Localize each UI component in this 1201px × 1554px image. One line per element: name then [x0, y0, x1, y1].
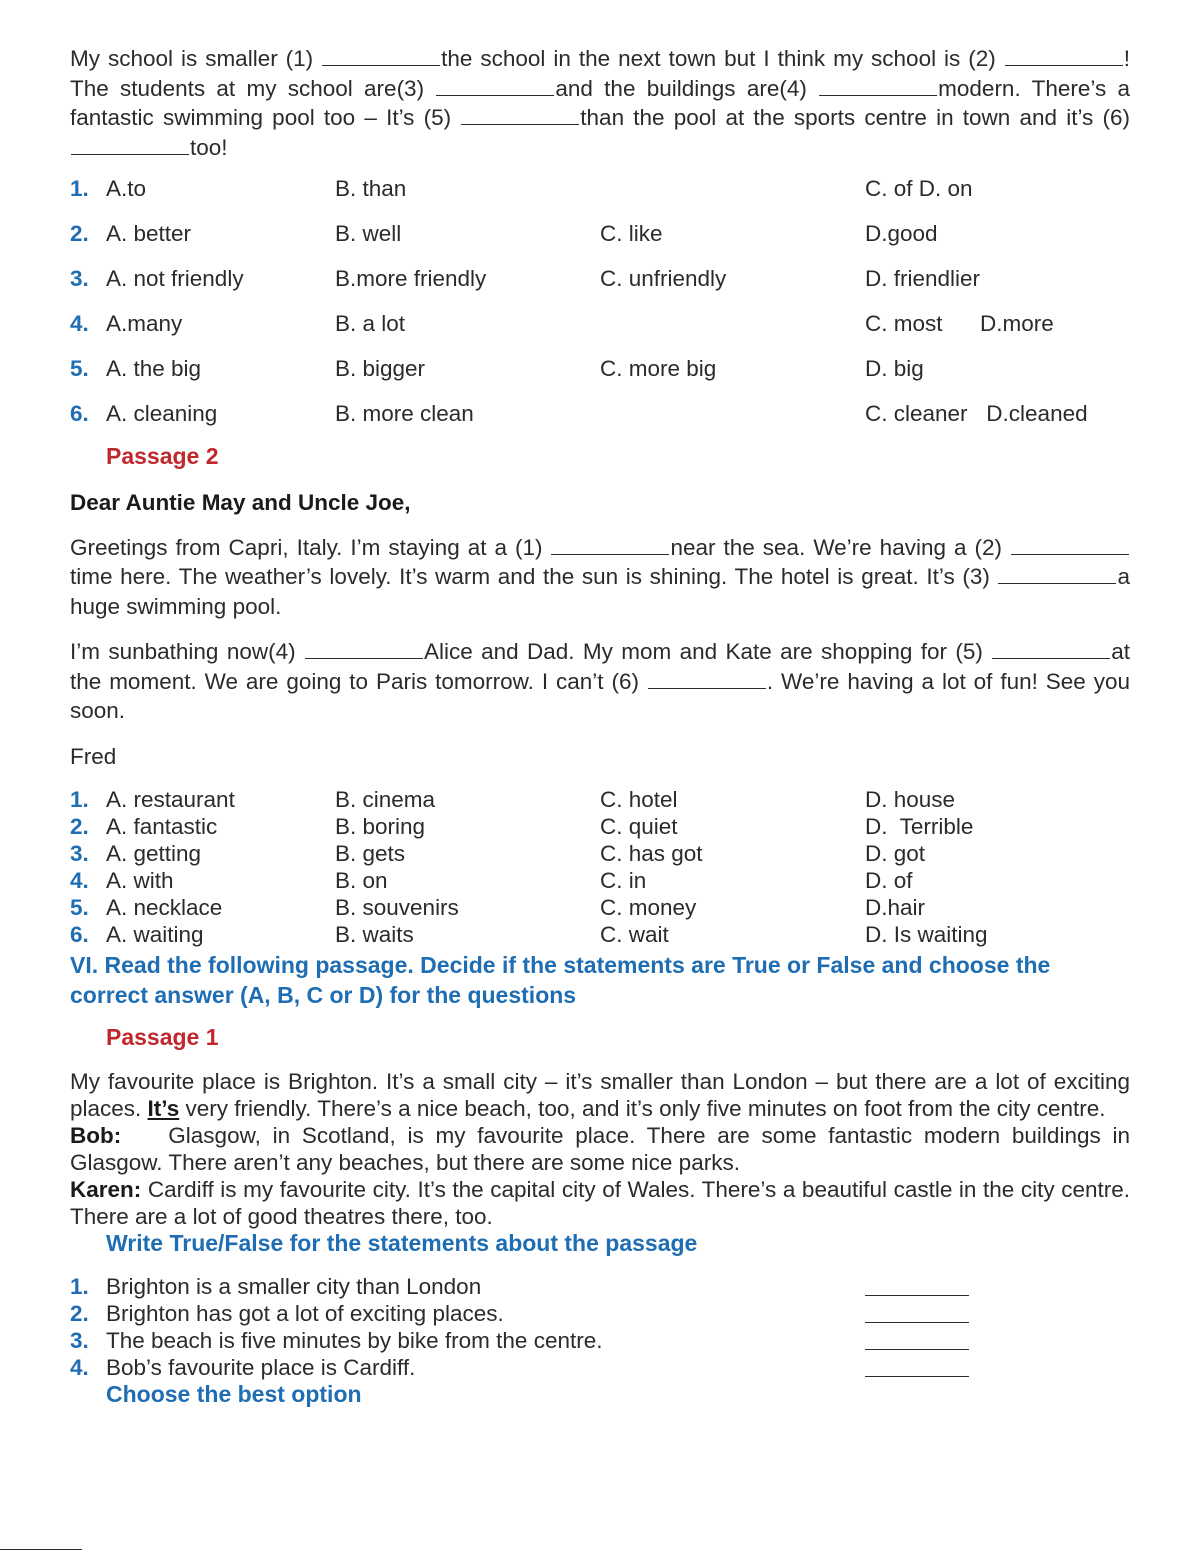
option-b: B. bigger [335, 356, 426, 381]
option-d: D. house [865, 787, 956, 812]
question-number: 4. [70, 868, 89, 893]
blank-1 [551, 534, 669, 555]
statement-number: 1. [70, 1274, 89, 1299]
answer-blank [865, 1295, 969, 1296]
option-a: A. waiting [106, 922, 204, 947]
question-row [70, 814, 1130, 841]
question-number: 5. [70, 895, 89, 920]
option-c: C. money [600, 895, 697, 920]
option-d: D. friendlier [865, 266, 981, 291]
choose-option-heading: Choose the best option [106, 1381, 362, 1407]
option-b: B. waits [335, 922, 414, 947]
statement-row [70, 1273, 1130, 1300]
text-fragment: My school is smaller (1) [70, 46, 322, 71]
option-a: A. fantastic [106, 814, 218, 839]
answer-blank [865, 1376, 969, 1377]
passage-1-text [70, 44, 1130, 162]
section-6-paragraph [70, 1068, 1130, 1122]
option-a: A. with [106, 868, 174, 893]
blank-3 [998, 563, 1116, 584]
option-d: D. of [865, 868, 913, 893]
option-a: A.many [106, 311, 183, 336]
text-fragment: Cardiff is my favourite city. It’s the capital city of Wales. There’s a beautiful castle in the city centre. There are a lot of good theatres there, too. [70, 1177, 1130, 1229]
true-false-statements [70, 1273, 1130, 1381]
statement-row [70, 1327, 1130, 1354]
worksheet-page [70, 0, 1137, 1408]
letter-signature: Fred [70, 743, 117, 769]
question-row [70, 841, 1130, 868]
blank-5 [992, 638, 1110, 659]
option-a: A. the big [106, 356, 202, 381]
passage-2-questions [70, 787, 1130, 949]
letter-paragraph-1 [70, 533, 1130, 622]
blank-5 [461, 104, 579, 125]
statement-number: 2. [70, 1301, 89, 1326]
question-row [70, 221, 1130, 266]
option-b: B. a lot [335, 311, 406, 336]
section-6-passage-heading: Passage 1 [106, 1024, 219, 1050]
option-a: A. not friendly [106, 266, 244, 291]
text-fragment: modern. There’s a fantastic swimming pool too – It’s (5) [70, 75, 1130, 130]
option-d: D.hair [865, 895, 926, 920]
question-row [70, 176, 1130, 221]
statement-text: Brighton is a smaller city than London [106, 1274, 482, 1299]
option-a: A.to [106, 176, 147, 201]
question-row [70, 266, 1130, 311]
blank-6 [648, 668, 766, 689]
option-b: B.more friendly [335, 266, 487, 291]
option-a: A. restaurant [106, 787, 235, 812]
blank-3 [436, 75, 554, 96]
option-b: B. than [335, 176, 407, 201]
blank-1 [322, 45, 440, 66]
text-fragment: time here. The weather’s lovely. It’s warm and the sun is shining. The hotel is great. It’s (3) [70, 564, 998, 589]
text-fragment: and the buildings are(4) [555, 75, 819, 101]
option-d: D. got [865, 841, 926, 866]
answer-blank [865, 1322, 969, 1323]
section-6-heading: VI. Read the following passage. Decide if the statements are True or False and choose the correct answer (A, B, C or D) for the questions [70, 952, 1051, 1008]
blank-2 [1005, 45, 1123, 66]
option-d: C. cleaner D.cleaned [865, 401, 1088, 426]
passage-2-heading: Passage 2 [106, 443, 219, 469]
question-number: 2. [70, 221, 89, 246]
option-c: C. has got [600, 841, 703, 866]
text-fragment: My favourite place is Brighton. It’s a small city – it’s smaller than London – but there are a lot of exciting places. [70, 1069, 1130, 1121]
answer-blank [865, 1349, 969, 1350]
option-c: C. hotel [600, 787, 678, 812]
blank-2 [1011, 534, 1129, 555]
karen-paragraph [70, 1176, 1130, 1230]
option-b: B. cinema [335, 787, 436, 812]
text-fragment: I’m sunbathing now(4) [70, 639, 304, 664]
option-b: B. boring [335, 814, 426, 839]
option-a: A. necklace [106, 895, 223, 920]
statement-text: Bob’s favourite place is Cardiff. [106, 1355, 416, 1380]
question-row [70, 356, 1130, 401]
statement-text: The beach is five minutes by bike from the centre. [106, 1328, 603, 1353]
option-b: B. well [335, 221, 402, 246]
option-a: A. getting [106, 841, 202, 866]
option-d: D.good [865, 221, 938, 246]
option-c: C. like [600, 221, 663, 246]
option-b: B. souvenirs [335, 895, 459, 920]
text-fragment: Glasgow, in Scotland, is my favourite place. There are some fantastic modern buildings in Glasgow. There aren’t any beaches, but there are some nice parks. [70, 1123, 1137, 1175]
text-fragment: . We’re having a lot of fun! See you soon. [70, 668, 1131, 723]
option-c: C. unfriendly [600, 266, 727, 291]
question-number: 1. [70, 176, 89, 201]
question-number: 3. [70, 841, 89, 866]
question-row [70, 922, 1130, 949]
text-fragment: too! [190, 134, 228, 160]
statement-row [70, 1354, 1130, 1381]
blank-4 [819, 75, 937, 96]
text-fragment: the school in the next town but I think my school is (2) [441, 46, 1004, 71]
option-b: B. more clean [335, 401, 474, 426]
text-fragment: than the pool at the sports centre in town and it’s (6) [580, 105, 1130, 130]
option-d: C. of D. on [865, 176, 973, 201]
statement-number: 4. [70, 1355, 89, 1380]
question-number: 6. [70, 401, 89, 426]
option-d: D. Is waiting [865, 922, 988, 947]
question-row [70, 311, 1130, 356]
option-a: A. cleaning [106, 401, 218, 426]
bob-paragraph [70, 1122, 1137, 1176]
statement-row [70, 1300, 1130, 1327]
statement-text: Brighton has got a lot of exciting places. [106, 1301, 504, 1326]
question-row [70, 868, 1130, 895]
option-b: B. on [335, 868, 388, 893]
option-d: C. most D.more [865, 311, 1054, 336]
statement-number: 3. [70, 1328, 89, 1353]
option-c: C. more big [600, 356, 717, 381]
option-c: C. wait [600, 922, 669, 947]
speaker-label: Bob: [70, 1123, 122, 1148]
question-number: 3. [70, 266, 89, 291]
speaker-label: Karen: [70, 1177, 142, 1202]
true-false-heading: Write True/False for the statements about the passage [106, 1230, 698, 1256]
text-fragment: Greetings from Capri, Italy. I’m staying at a (1) [70, 534, 551, 560]
question-number: 1. [70, 787, 89, 812]
text-fragment: ! The students at my school are(3) [70, 46, 1131, 101]
option-c: C. quiet [600, 814, 678, 839]
question-number: 4. [70, 311, 89, 336]
text-fragment: very friendly. There’s a nice beach, too, and it’s only five minutes on foot from the city centre. [179, 1096, 1106, 1121]
text-fragment: a huge swimming pool. [70, 564, 1130, 619]
question-number: 5. [70, 356, 89, 381]
question-number: 6. [70, 922, 89, 947]
question-row [70, 787, 1130, 814]
question-number: 2. [70, 814, 89, 839]
option-a: A. better [106, 221, 192, 246]
passage-1-questions [70, 176, 1130, 446]
question-row [70, 401, 1130, 446]
question-row [70, 895, 1130, 922]
option-b: B. gets [335, 841, 406, 866]
text-fragment: Alice and Dad. My mom and Kate are shopping for (5) [423, 639, 992, 664]
text-fragment: near the sea. We’re having a (2) [670, 534, 1010, 560]
option-d: D. big [865, 356, 924, 381]
option-c: C. in [600, 868, 647, 893]
blank-6 [71, 134, 189, 155]
text-fragment: at the moment. We are going to Paris tomorrow. I can’t (6) [70, 639, 1130, 694]
letter-paragraph-2 [70, 637, 1130, 726]
letter-greeting: Dear Auntie May and Uncle Joe, [70, 490, 411, 515]
underlined-word: It’s [147, 1096, 180, 1121]
blank-4 [305, 638, 423, 659]
option-d: D. Terrible [865, 814, 974, 839]
footnote-divider [0, 1549, 82, 1550]
